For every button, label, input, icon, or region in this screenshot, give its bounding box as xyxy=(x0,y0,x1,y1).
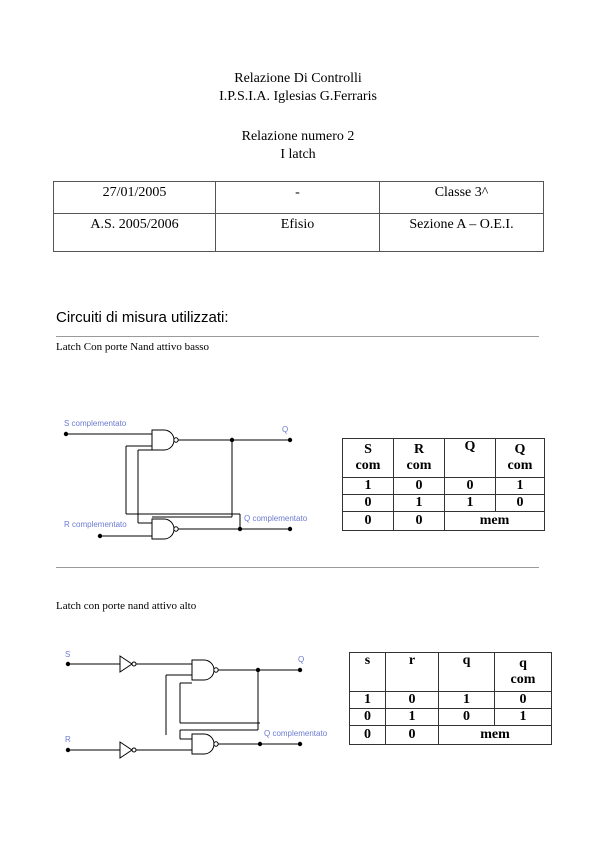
truth-cell: 0 xyxy=(350,726,386,745)
circuit1-truth-table xyxy=(342,438,545,531)
r-complementato-label: R complementato xyxy=(64,520,127,529)
header-s-com xyxy=(343,439,394,478)
truth-row xyxy=(343,512,545,531)
circuit2-caption: Latch con porte nand attivo alto xyxy=(56,600,197,612)
truth-cell: 0 xyxy=(394,478,445,495)
table-row xyxy=(54,182,544,214)
truth-cell: 1 xyxy=(495,709,552,726)
header-q xyxy=(439,653,495,692)
header-r-com xyxy=(394,439,445,478)
q-complementato-label: Q complementato xyxy=(264,729,328,738)
truth-cell: 1 xyxy=(496,478,545,495)
header-s xyxy=(350,653,386,692)
divider xyxy=(56,336,539,337)
s-complementato-label: S complementato xyxy=(64,419,127,428)
truth-row xyxy=(343,495,545,512)
circuit1-schematic xyxy=(60,410,330,545)
header-main: Q xyxy=(464,439,476,454)
header-main: q xyxy=(462,653,471,668)
header-sub: com xyxy=(507,458,533,473)
report-number: Relazione numero 2 xyxy=(241,129,355,144)
q-label: Q xyxy=(282,425,289,434)
nand-gate-bottom xyxy=(192,734,218,754)
truth-cell: 0 xyxy=(495,692,552,709)
truth-cell: 0 xyxy=(343,495,394,512)
truth-row xyxy=(350,709,552,726)
truth-cell: 0 xyxy=(496,495,545,512)
section-title: Circuiti di misura utilizzati: xyxy=(56,309,229,326)
truth-cell: 0 xyxy=(343,512,394,531)
q-complementato-label: Q complementato xyxy=(244,514,308,523)
school-name: I.P.S.I.A. Iglesias G.Ferraris xyxy=(219,89,377,104)
truth-row xyxy=(350,726,552,745)
nand-gate-bottom xyxy=(152,519,178,539)
nand-gate-top xyxy=(152,430,178,450)
header-q xyxy=(445,439,496,478)
header-main: r xyxy=(408,653,416,668)
truth-header-row xyxy=(350,653,552,692)
header-main: S xyxy=(364,442,372,457)
truth-cell: 0 xyxy=(394,512,445,531)
s-label: S xyxy=(65,650,71,659)
table-row xyxy=(54,214,544,252)
nand-gate-top xyxy=(192,660,218,680)
header-sub: com xyxy=(355,458,381,473)
truth-cell: 1 xyxy=(386,709,439,726)
circuit2-truth-table xyxy=(349,652,552,745)
q-label: Q xyxy=(298,655,305,664)
truth-cell: 0 xyxy=(439,709,495,726)
truth-cell: 0 xyxy=(445,478,496,495)
truth-header-row xyxy=(343,439,545,478)
truth-cell: 0 xyxy=(386,726,439,745)
report-subject: I latch xyxy=(280,147,316,162)
truth-cell: 1 xyxy=(394,495,445,512)
inverter-top xyxy=(120,656,136,672)
truth-cell: 0 xyxy=(386,692,439,709)
date-cell: 27/01/2005 xyxy=(54,182,216,214)
circuit2-schematic xyxy=(60,645,340,765)
header-main: q xyxy=(519,656,527,671)
divider xyxy=(56,567,539,568)
truth-cell: 1 xyxy=(445,495,496,512)
header-q-com xyxy=(495,653,552,692)
inverter-bottom xyxy=(120,742,136,758)
school-year-cell: A.S. 2005/2006 xyxy=(54,214,216,252)
header-main: Q xyxy=(514,442,526,457)
header-main: R xyxy=(413,442,425,457)
document-title: Relazione Di Controlli xyxy=(234,71,362,86)
header-main: s xyxy=(364,653,371,668)
truth-row xyxy=(343,478,545,495)
header-r xyxy=(386,653,439,692)
author-cell: Efisio xyxy=(216,214,380,252)
truth-cell: 0 xyxy=(350,709,386,726)
truth-cell: 1 xyxy=(439,692,495,709)
section-cell: Sezione A – O.E.I. xyxy=(380,214,544,252)
circuit1-caption: Latch Con porte Nand attivo basso xyxy=(56,341,210,353)
truth-cell-mem: mem xyxy=(445,512,545,531)
truth-cell: 1 xyxy=(343,478,394,495)
header-sub: com xyxy=(406,458,432,473)
truth-cell: 1 xyxy=(350,692,386,709)
truth-cell-mem: mem xyxy=(439,726,552,745)
header-q-com xyxy=(496,439,545,478)
class-cell: Classe 3^ xyxy=(380,182,544,214)
dash-cell: - xyxy=(216,182,380,214)
r-label: R xyxy=(65,735,71,744)
truth-row xyxy=(350,692,552,709)
info-table xyxy=(53,181,544,252)
header-sub: com xyxy=(510,672,536,687)
